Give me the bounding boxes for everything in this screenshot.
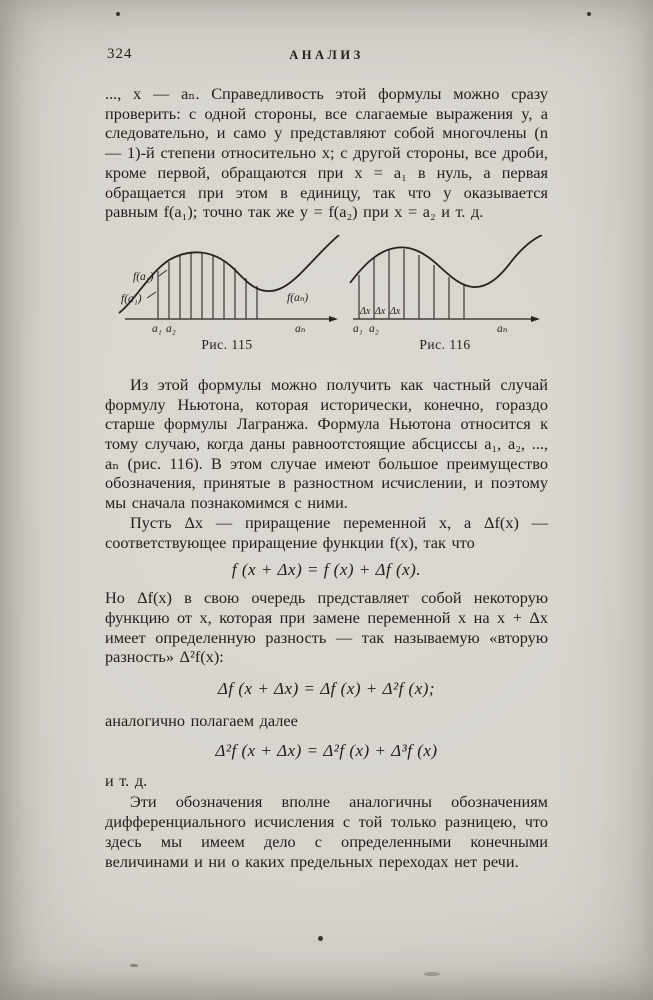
ink-speck	[130, 964, 138, 967]
running-head: АНАЛИЗ	[289, 48, 364, 62]
fig115-label-a1: a₁	[152, 322, 162, 335]
figure-115-caption: Рис. 115	[201, 336, 253, 352]
fig115-label-fa2: f(a₂)	[133, 270, 154, 283]
paragraph-1: ..., x — aₙ. Справедливость этой формулы можно сразу проверить: с одной стороны, все слагаемые выражения y, а следовательно, и само y представляют собой многочлены (n — 1)-й степени относительно x; с другой стороны, все дроби, кроме первой, обращаются при x = a₁ в нуль, а первая обращается при этом в единицу, так что y оказывается равным f(a₁); точно так же y = f(a₂) при x = a₂ и т. д.	[105, 84, 548, 222]
fig115-pointer-fa2	[159, 270, 167, 276]
paragraph-4: Но Δf(x) в свою очередь представляет собой некоторую функцию от x, которая при замене переменной x на x + Δx имеет определенную разность — так называемую «вторую разность» Δ²f(x):	[105, 588, 548, 667]
formula-3: Δ²f (x + Δx) = Δ²f (x) + Δ³f (x)	[215, 740, 438, 760]
fig115-label-a2: a₂	[166, 322, 176, 335]
fig116-label-dx2: Δx	[375, 305, 386, 317]
page-number: 324	[107, 46, 133, 62]
figure-116	[345, 235, 545, 353]
fig115-label-an: aₙ	[295, 322, 306, 335]
ink-speck	[116, 12, 120, 16]
ink-speck	[587, 12, 591, 16]
figures-row	[113, 235, 545, 353]
ink-speck	[424, 972, 440, 976]
fig116-label-a2: a₂	[369, 322, 379, 335]
fig116-label-dx1: Δx	[360, 305, 371, 317]
figure-116-caption: Рис. 116	[419, 336, 471, 352]
fig116-axis-arrow	[531, 316, 540, 322]
fig115-pointer-fa1	[147, 292, 156, 298]
fig115-label-fa1: f(a₁)	[121, 292, 142, 305]
figure-115-drawing	[113, 235, 341, 335]
paragraph-2: Из этой формулы можно получить как частный случай формулу Ньютона, которая исторически, конечно, гораздо старше формулы Лагранжа. Формула Ньютона относится к тому случаю, когда даны равноотстоящие абсциссы a₁, a₂, ..., aₙ (рис. 116). В этом случае имеют большое преимущество обозначения, принятые в разностном исчислении, и поэтому мы сначала познакомимся с ними.	[105, 374, 548, 513]
fig116-label-a1: a₁	[353, 322, 363, 335]
fig116-curve	[350, 235, 542, 287]
formula-2: Δf (x + Δx) = Δf (x) + Δ²f (x);	[217, 679, 436, 699]
fig115-axis-arrow	[329, 316, 338, 322]
figure-115	[113, 235, 341, 353]
fig115-ordinates	[158, 253, 257, 319]
paragraph-7: Эти обозначения вполне аналогичны обозначениям дифференциального исчисления с той только разницею, что здесь мы имеем дело с определенными конечными величинами и ни о каких предельных переходах нет речи.	[105, 792, 548, 871]
page-content	[105, 46, 548, 871]
fig115-label-fan: f(aₙ)	[287, 291, 309, 304]
page-header	[105, 46, 548, 66]
ink-speck	[318, 936, 323, 941]
paragraph-3: Пусть Δx — приращение переменной x, а Δf(x) — соответствующее приращение функции f(x), так что	[105, 512, 548, 552]
formula-1: f (x + Δx) = f (x) + Δf (x).	[231, 560, 422, 580]
fig116-label-dx3: Δx	[390, 305, 401, 317]
fig116-label-an: aₙ	[497, 322, 508, 335]
paragraph-5: аналогично полагаем далее	[105, 711, 298, 731]
figure-116-drawing	[345, 235, 545, 335]
paragraph-6: и т. д.	[105, 770, 148, 790]
